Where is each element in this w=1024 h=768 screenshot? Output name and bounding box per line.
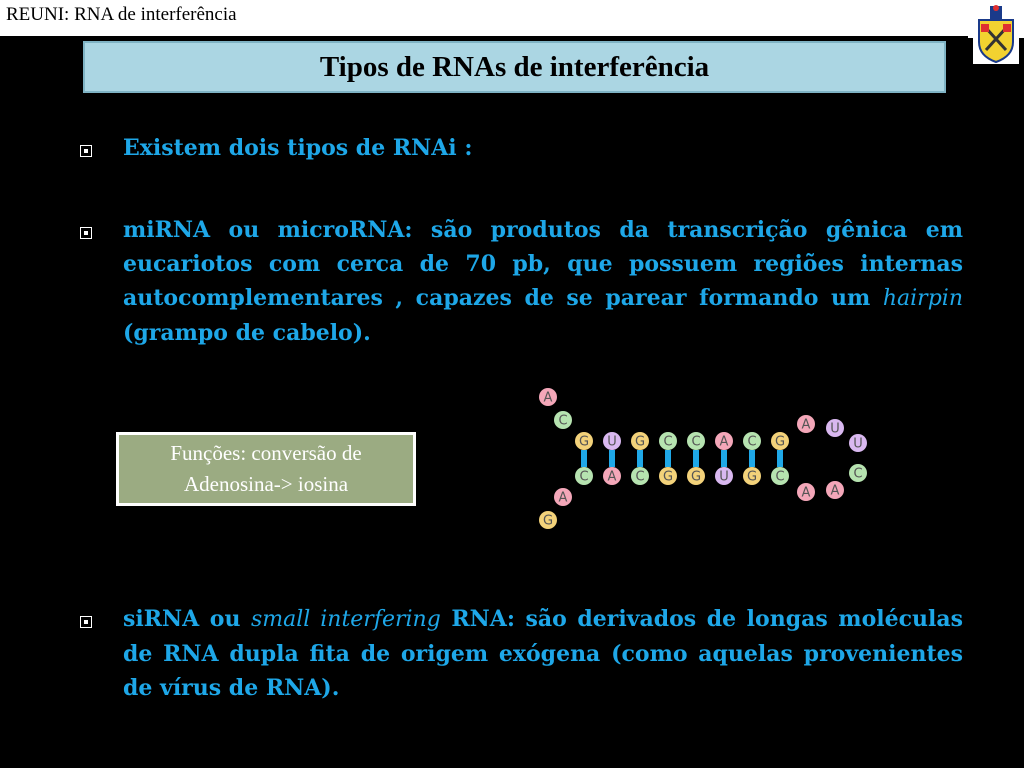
svg-text:C: C: [635, 469, 645, 485]
functions-box: [116, 432, 416, 506]
nucleotide-loop: [849, 464, 867, 482]
bullet-text-2: [123, 213, 963, 350]
nucleotide-loop: [849, 434, 867, 452]
nucleotide-tail-5prime: [539, 388, 557, 406]
svg-text:G: G: [746, 469, 758, 485]
header-divider: [0, 36, 968, 38]
svg-text:A: A: [607, 469, 617, 485]
svg-text:G: G: [662, 469, 674, 485]
sirna-text-end: RNA: são derivados de longas moléculas de RNA dupla fita de origem exógena (como aquelas provenientes de vírus de RNA).: [123, 606, 963, 701]
nucleotide-top: [771, 432, 789, 450]
header-bar: [0, 0, 1024, 38]
nucleotide-tail-5prime: [554, 411, 572, 429]
svg-text:C: C: [691, 434, 701, 450]
nucleotide-top: [743, 432, 761, 450]
nucleotide-top: [687, 432, 705, 450]
svg-text:G: G: [578, 434, 590, 450]
nucleotide-loop: [826, 481, 844, 499]
nucleotide-bottom: [715, 467, 733, 485]
svg-text:A: A: [801, 485, 811, 501]
nucleotide-tail-3prime: [539, 511, 557, 529]
svg-text:G: G: [634, 434, 646, 450]
svg-text:U: U: [719, 469, 729, 485]
nucleotide-bottom: [687, 467, 705, 485]
nucleotide-tail-3prime: [554, 488, 572, 506]
svg-text:C: C: [775, 469, 785, 485]
bullet-icon: [80, 145, 92, 157]
functions-line-1: Funções: conversão de: [170, 441, 362, 465]
nucleotide-bottom: [575, 467, 593, 485]
svg-text:U: U: [853, 436, 863, 452]
nucleotide-top: [603, 432, 621, 450]
svg-text:A: A: [719, 434, 729, 450]
svg-text:G: G: [690, 469, 702, 485]
slide-title-box: [83, 41, 946, 93]
mirna-text-end: (grampo de cabelo).: [123, 320, 371, 346]
bullet-text-1: Existem dois tipos de RNAi :: [123, 135, 473, 161]
svg-text:A: A: [558, 490, 568, 506]
nucleotide-top: [575, 432, 593, 450]
svg-text:C: C: [747, 434, 757, 450]
svg-text:C: C: [663, 434, 673, 450]
svg-text:A: A: [543, 390, 553, 406]
svg-text:G: G: [774, 434, 786, 450]
small-interfering-term: small interfering: [251, 607, 441, 632]
bullet-text-3: [123, 602, 963, 705]
svg-text:U: U: [830, 421, 840, 437]
nucleotide-bottom: [631, 467, 649, 485]
rna-hairpin-diagram: [530, 380, 880, 535]
mirna-text: miRNA ou microRNA: são produtos da transcrição gênica em eucariotos com cerca de 70 pb, que possuem regiões internas autocomplementares , capazes de se parear formando um: [123, 217, 963, 311]
nucleotide-top: [659, 432, 677, 450]
svg-text:C: C: [853, 466, 863, 482]
nucleotide-loop: [797, 483, 815, 501]
sirna-text: siRNA ou: [123, 606, 251, 632]
nucleotide-loop: [826, 419, 844, 437]
university-crest-icon: [973, 2, 1019, 64]
svg-text:G: G: [542, 513, 554, 529]
nucleotide-bottom: [743, 467, 761, 485]
svg-text:A: A: [830, 483, 840, 499]
svg-text:C: C: [579, 469, 589, 485]
svg-text:A: A: [801, 417, 811, 433]
nucleotide-top: [715, 432, 733, 450]
functions-line-2: Adenosina-> iosina: [183, 472, 349, 496]
bullet-icon: [80, 227, 92, 239]
nucleotide-bottom: [771, 467, 789, 485]
nucleotide-bottom: [603, 467, 621, 485]
hairpin-term: hairpin: [882, 286, 963, 311]
bullet-icon: [80, 616, 92, 628]
nucleotide-top: [631, 432, 649, 450]
header-title: REUNI: RNA de interferência: [6, 4, 237, 25]
nucleotide-bottom: [659, 467, 677, 485]
slide-title: Tipos de RNAs de interferência: [319, 50, 710, 83]
nucleotide-loop: [797, 415, 815, 433]
svg-text:C: C: [558, 413, 568, 429]
svg-text:U: U: [607, 434, 617, 450]
